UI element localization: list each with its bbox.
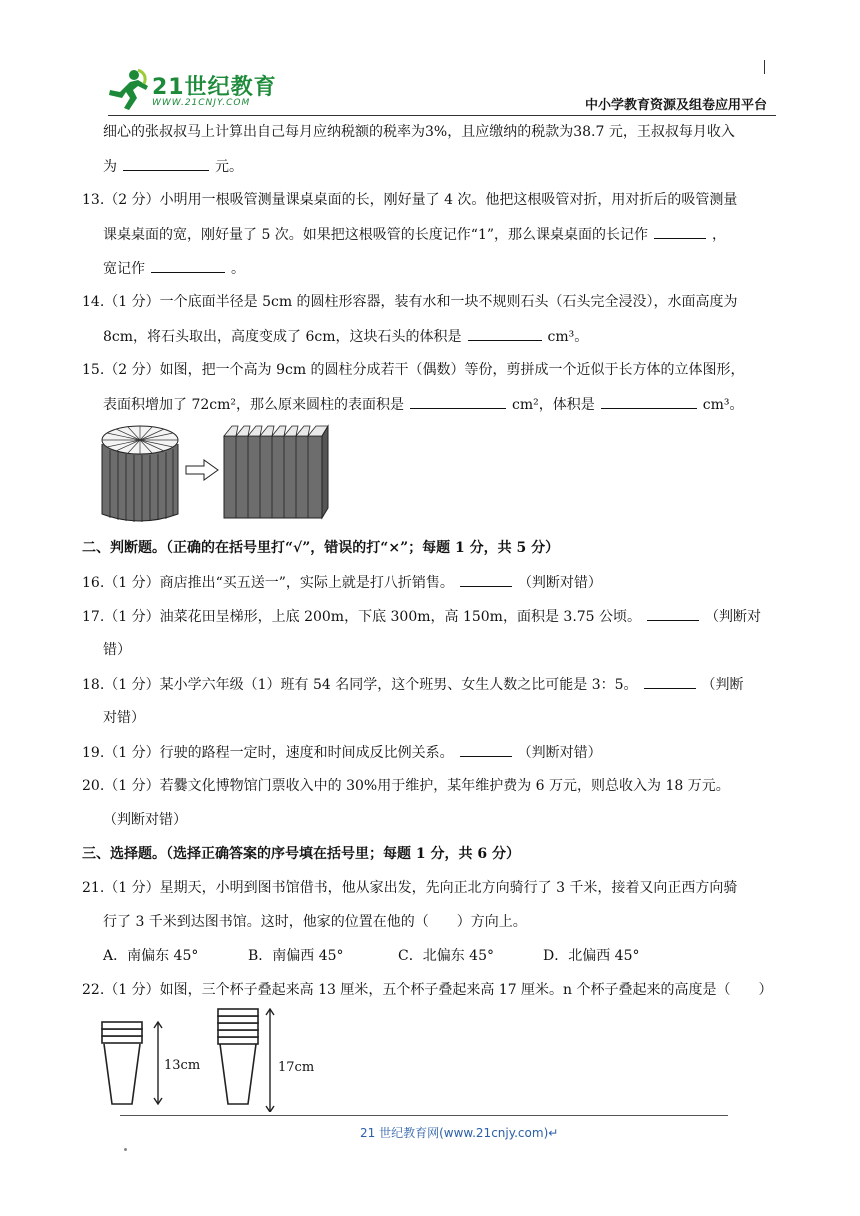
- q12-text-b: 元。: [215, 159, 243, 175]
- q18-line1: [82, 674, 744, 695]
- runner-logo-icon: [104, 68, 150, 112]
- section2-title: 二、判断题。（正确的在括号里打“√”，错误的打“×”；每题 1 分，共 5 分）: [82, 540, 560, 556]
- stray-dot: [124, 1148, 127, 1151]
- q20-line1: 20.（1 分）若爨文化博物馆门票收入中的 30%用于维护，某年维护费为 6 万元，则总收入为 18 万元。: [82, 778, 730, 794]
- q21-line2: 行了 3 千米到达图书馆。这时，他家的位置在他的（ ）方向上。: [103, 914, 527, 930]
- q13-line2: [103, 224, 726, 245]
- q19-line: [82, 742, 602, 763]
- q19-answer-blank[interactable]: [460, 742, 512, 757]
- q12-line1: 细心的张叔叔马上计算出自己每月应纳税额的税率为3%，且应缴纳的税款为38.7 元，王叔叔每月收入: [103, 124, 735, 140]
- q12-line2: [103, 156, 243, 177]
- q17-tail: （判断对: [705, 609, 762, 625]
- q13-line3: [103, 258, 245, 279]
- q15-line2: [103, 394, 743, 415]
- q16-line: [82, 572, 602, 593]
- q16-answer-blank[interactable]: [460, 572, 512, 587]
- q20-line2: （判断对错）: [103, 812, 187, 828]
- q14-line2: [103, 326, 588, 347]
- q19-text: 19.（1 分）行驶的路程一定时，速度和时间成反比例关系。: [82, 745, 454, 761]
- five-cups-icon: [218, 1009, 258, 1104]
- q16-tail: （判断对错）: [517, 575, 602, 591]
- q21-option-b[interactable]: B．南偏西 45°: [248, 948, 344, 964]
- logo-subtext: WWW.21CNJY.COM: [152, 98, 251, 108]
- q21-option-d[interactable]: D．北偏西 45°: [543, 948, 640, 964]
- q18-tail: （判断: [701, 677, 744, 693]
- q18-answer-blank[interactable]: [644, 674, 696, 689]
- q21-line1: 21.（1 分）星期天，小明到图书馆借书，他从家出发，先向正北方向骑行了 3 千米，接着又向正西方向骑: [82, 880, 738, 896]
- q22-line1: 22.（1 分）如图，三个杯子叠起来高 13 厘米，五个杯子叠起来高 17 厘米。n 个杯子叠起来的高度是（ ）: [82, 982, 773, 998]
- q15-text-b: cm²，体积是: [512, 397, 595, 413]
- q15-area-blank[interactable]: [410, 394, 506, 409]
- page-header: [0, 0, 860, 118]
- q16-text: 16.（1 分）商店推出“买五送一”，实际上就是打八折销售。: [82, 575, 454, 591]
- q17-text: 17.（1 分）油菜花田呈梯形，上底 200m，下底 300m，高 150m，面积是 3.75 公顷。: [82, 609, 642, 625]
- sliced-cylinder-icon: [102, 426, 178, 522]
- q18-line2: 对错）: [103, 710, 145, 726]
- q12-answer-blank[interactable]: [123, 156, 209, 171]
- header-rule: [108, 115, 776, 116]
- q17-line2: 错）: [103, 642, 131, 658]
- q13-length-blank[interactable]: [654, 224, 706, 239]
- figure-baseline: [120, 1115, 728, 1116]
- q15-text-a: 表面积增加了 72cm²，那么原来圆柱的表面积是: [103, 397, 404, 413]
- q21-option-c[interactable]: C．北偏东 45°: [398, 948, 494, 964]
- cylinder-to-cuboid-figure: [98, 422, 330, 526]
- platform-name: 中小学教育资源及组卷应用平台: [584, 98, 767, 113]
- site-logo: [104, 68, 304, 114]
- q22-label-13cm: 13cm: [164, 1058, 201, 1073]
- q15-text-c: cm³。: [702, 397, 744, 413]
- q17-line1: [82, 606, 761, 627]
- header-marker: [764, 60, 765, 74]
- q19-tail: （判断对错）: [517, 745, 602, 761]
- q15-volume-blank[interactable]: [601, 394, 697, 409]
- q12-text-a: 为: [103, 159, 117, 175]
- q18-text: 18.（1 分）某小学六年级（1）班有 54 名同学，这个班男、女生人数之比可能是 3：5。: [82, 677, 638, 693]
- q13-text-c: 宽记作: [103, 261, 145, 277]
- q14-answer-blank[interactable]: [468, 326, 542, 341]
- approx-cuboid-icon: [224, 426, 328, 518]
- q13-text-a: 课桌桌面的宽，刚好量了 5 次。如果把这根吸管的长度记作“1”，那么课桌桌面的长记作: [103, 227, 649, 243]
- q14-line1: 14.（1 分）一个底面半径是 5cm 的圆柱形容器，装有水和一块不规则石头（石头完全浸没），水面高度为: [82, 294, 738, 310]
- three-cups-icon: [102, 1022, 142, 1104]
- q15-line1: 15.（2 分）如图，把一个高为 9cm 的圆柱分成若干（偶数）等份，剪拼成一个近似于长方体的立体图形，: [82, 362, 745, 378]
- q13-line1: 13.（2 分）小明用一根吸管测量课桌桌面的长，刚好量了 4 次。他把这根吸管对折，用对折后的吸管测量: [82, 192, 738, 208]
- q14-text-b: cm³。: [547, 329, 589, 345]
- source-footer: 21 世纪教育网(www.21cnjy.com)↵: [360, 1126, 559, 1140]
- q21-option-a[interactable]: A．南偏东 45°: [103, 948, 199, 964]
- q17-answer-blank[interactable]: [647, 606, 699, 621]
- q13-text-b: ，: [712, 227, 727, 243]
- q14-text-a: 8cm，将石头取出，高度变成了 6cm，这块石头的体积是: [103, 329, 462, 345]
- q13-text-d: 。: [231, 261, 245, 277]
- q13-width-blank[interactable]: [151, 258, 225, 273]
- logo-text: 21世纪教育: [152, 75, 277, 100]
- section3-title: 三、选择题。（选择正确答案的序号填在括号里；每题 1 分，共 6 分）: [82, 846, 520, 862]
- right-arrow-icon: [186, 460, 218, 480]
- q22-label-17cm: 17cm: [278, 1060, 315, 1075]
